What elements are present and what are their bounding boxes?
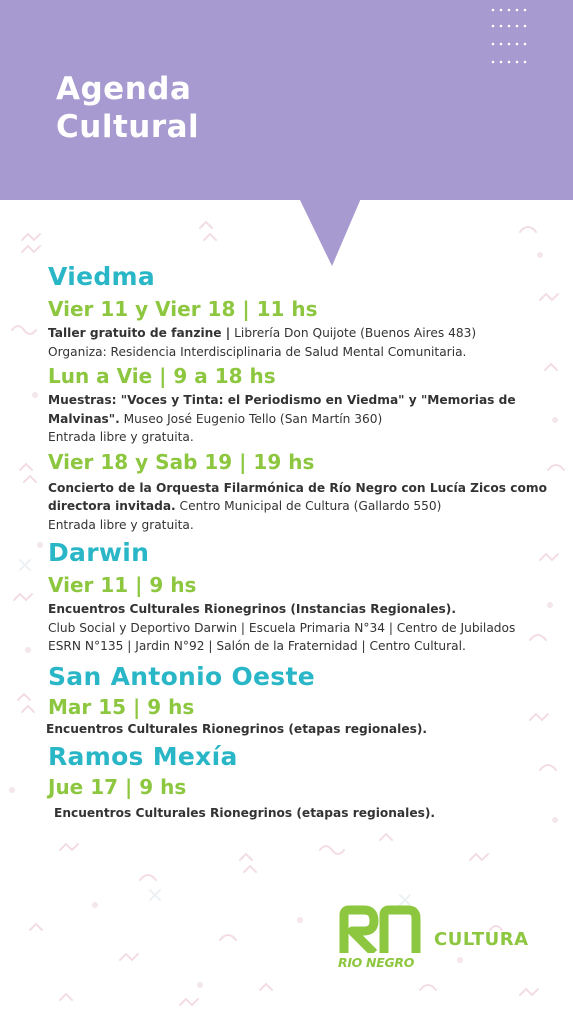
section-ramos-mexia <box>48 742 548 823</box>
event-description <box>54 804 548 823</box>
event-title: Encuentros Culturales Rionegrinos (etapas regionales). <box>54 806 436 820</box>
event-venue: Centro Municipal de Cultura (Gallardo 550) <box>175 499 442 513</box>
city-heading: San Antonio Oeste <box>48 661 315 691</box>
event-description <box>48 479 548 535</box>
event-title: Taller gratuito de fanzine | <box>48 326 231 340</box>
event-description <box>48 600 548 656</box>
event-title: Muestras: "Voces y Tinta: el Periodismo en Viedma" y "Memorias de Malvinas". <box>48 393 516 426</box>
event-venue: ESRN N°135 | Jardin N°92 | Salón de la Fraternidad | Centro Cultural. <box>48 639 466 653</box>
page-title <box>56 70 199 146</box>
dot-grid-icon <box>490 6 530 70</box>
section-san-antonio-oeste <box>48 662 548 739</box>
event-date: Lun a Vie | 9 a 18 hs <box>48 364 276 388</box>
city-heading: Darwin <box>48 538 150 567</box>
event-item <box>48 296 548 361</box>
cultura-wordmark: CULTURA <box>434 929 529 950</box>
event-venue: Club Social y Deportivo Darwin | Escuela Primaria N°34 | Centro de Jubilados <box>48 620 516 635</box>
event-description <box>48 324 548 361</box>
event-title: Encuentros Culturales Rionegrinos (Instancias Regionales). <box>48 602 456 616</box>
city-heading: Viedma <box>48 262 156 291</box>
event-item <box>48 363 548 447</box>
city-heading: Ramos Mexía <box>48 742 238 771</box>
title-line-1: Agenda <box>56 71 192 107</box>
section-viedma <box>48 262 548 534</box>
event-venue: Librería Don Quijote (Buenos Aires 483) <box>230 326 477 340</box>
title-line-2: Cultural <box>56 109 200 145</box>
event-note: Organiza: Residencia Interdisciplinaria de Salud Mental Comunitaria. <box>48 344 467 359</box>
event-note: Entrada libre y gratuita. <box>48 430 194 444</box>
rn-logo-mark <box>338 905 422 953</box>
rio-negro-wordmark: RIO NEGRO <box>338 955 415 970</box>
event-venue: Museo José Eugenio Tello (San Martín 360) <box>119 411 383 426</box>
event-date: Mar 15 | 9 hs <box>48 694 195 719</box>
section-darwin <box>48 538 548 656</box>
agenda-content <box>48 262 548 823</box>
event-description <box>48 391 548 447</box>
event-description <box>46 720 548 739</box>
event-date: Jue 17 | 9 hs <box>48 775 187 799</box>
event-title: Encuentros Culturales Rionegrinos (etapas regionales). <box>46 721 428 736</box>
event-item <box>48 449 548 535</box>
event-title: Concierto de la Orquesta Filarmónica de Río Negro con Lucía Zicos como directora invitada. <box>48 480 547 513</box>
event-date: Vier 11 y Vier 18 | 11 hs <box>48 297 318 321</box>
event-note: Entrada libre y gratuita. <box>48 517 194 532</box>
event-date: Vier 11 | 9 hs <box>48 573 197 597</box>
speech-bubble-tail <box>0 196 573 268</box>
event-date: Vier 18 y Sab 19 | 19 hs <box>48 449 315 474</box>
rio-negro-cultura-logo <box>338 905 548 975</box>
